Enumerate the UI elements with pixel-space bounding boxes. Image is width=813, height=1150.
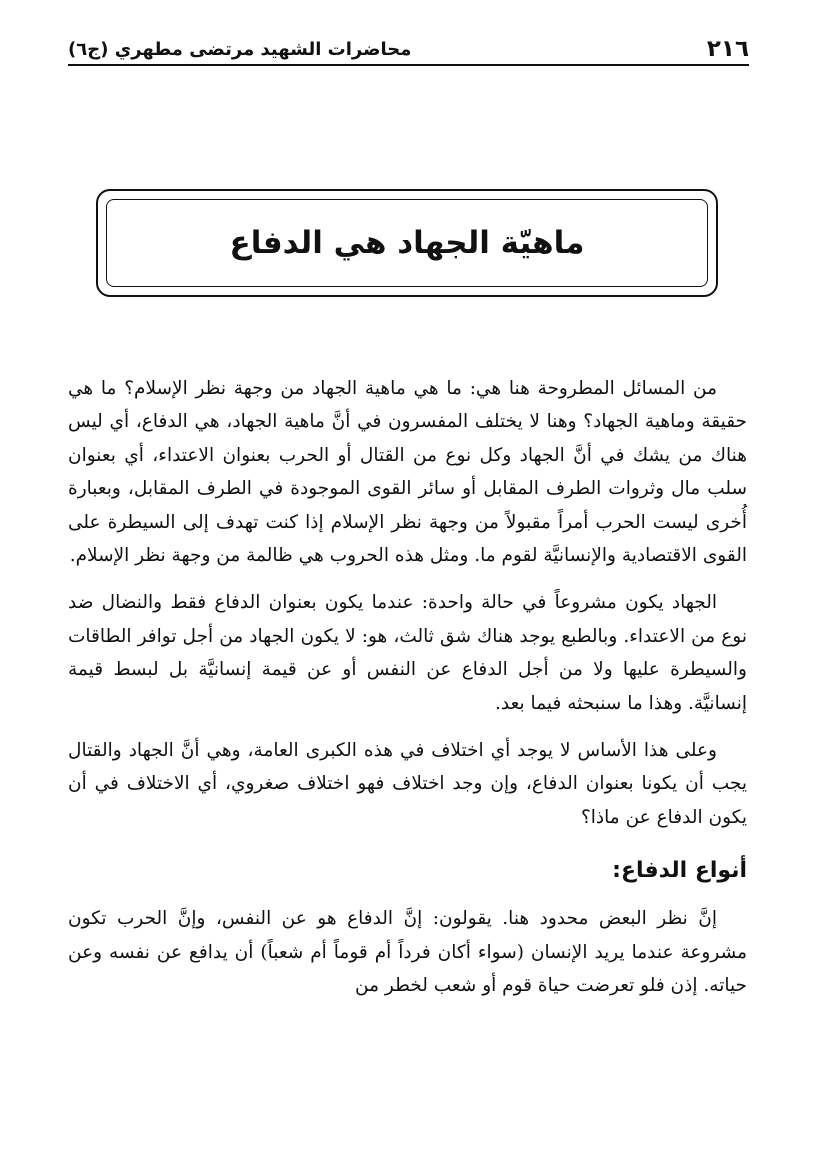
body-text [68,372,747,1003]
paragraph-2: الجهاد يكون مشروعاً في حالة واحدة: عندما يكون بعنوان الدفاع فقط والنضال ضد نوع من الاعتداء. وبالطبع يوجد هناك شق ثالث، هو: لا يكون الجهاد من أجل توافر الطاقات والسيطرة عليها ولا من أجل الدفاع عن النفس أو عن قيمة إنسانيَّة بل لبسط قيمة إنسانيَّة. وهذا ما سنبحثه فيما بعد. [68,592,747,714]
running-header [68,30,749,66]
section-heading: أنواع الدفاع: [612,858,747,884]
section-paragraph: إنَّ نظر البعض محدود هنا. يقولون: إنَّ الدفاع هو عن النفس، وإنَّ الحرب تكون مشروعة عندما يريد الإنسان (سواء أكان فرداً أم قوماً أم شعباً) أن يدافع عن نفسه وعن حياته. إذن فلو تعرضت حياة قوم أو شعب لخطر من [68,908,747,997]
chapter-title-inner-frame [106,199,708,287]
paragraph-1: من المسائل المطروحة هنا هي: ما هي ماهية الجهاد من وجهة نظر الإسلام؟ ما هي حقيقة وماهية الجهاد؟ وهنا لا يختلف المفسرون في أنَّ ماهية الجهاد، هي الدفاع، أي ليس هناك من يشك في أنَّ الجهاد وكل نوع من القتال أو الحرب بعنوان الاعتداء، أي بعنوان سلب مال وثروات الطرف المقابل أو سائر القوى الموجودة في الطرف المقابل، وبعبارة أُخرى ليست الحرب أمراً مقبولاً من وجهة نظر الإسلام إذا كنت تهدف إلى السيطرة على القوى الاقتصادية والإنسانيَّة لقوم ما. ومثل هذه الحروب هي ظالمة من وجهة نظر الإسلام. [68,378,747,567]
book-title: محاضرات الشهيد مرتضى مطهري (ج٦) [68,39,412,60]
page-number: ٢١٦ [706,36,749,62]
chapter-title-frame [96,189,718,297]
paragraph-3: وعلى هذا الأساس لا يوجد أي اختلاف في هذه الكبرى العامة، وهي أنَّ الجهاد والقتال يجب أن يكونا بعنوان الدفاع، وإن وجد اختلاف فهو اختلاف صغروي، أي الاختلاف في أن يكون الدفاع عن ماذا؟ [68,740,747,828]
chapter-title: ماهيّة الجهاد هي الدفاع [229,225,585,261]
